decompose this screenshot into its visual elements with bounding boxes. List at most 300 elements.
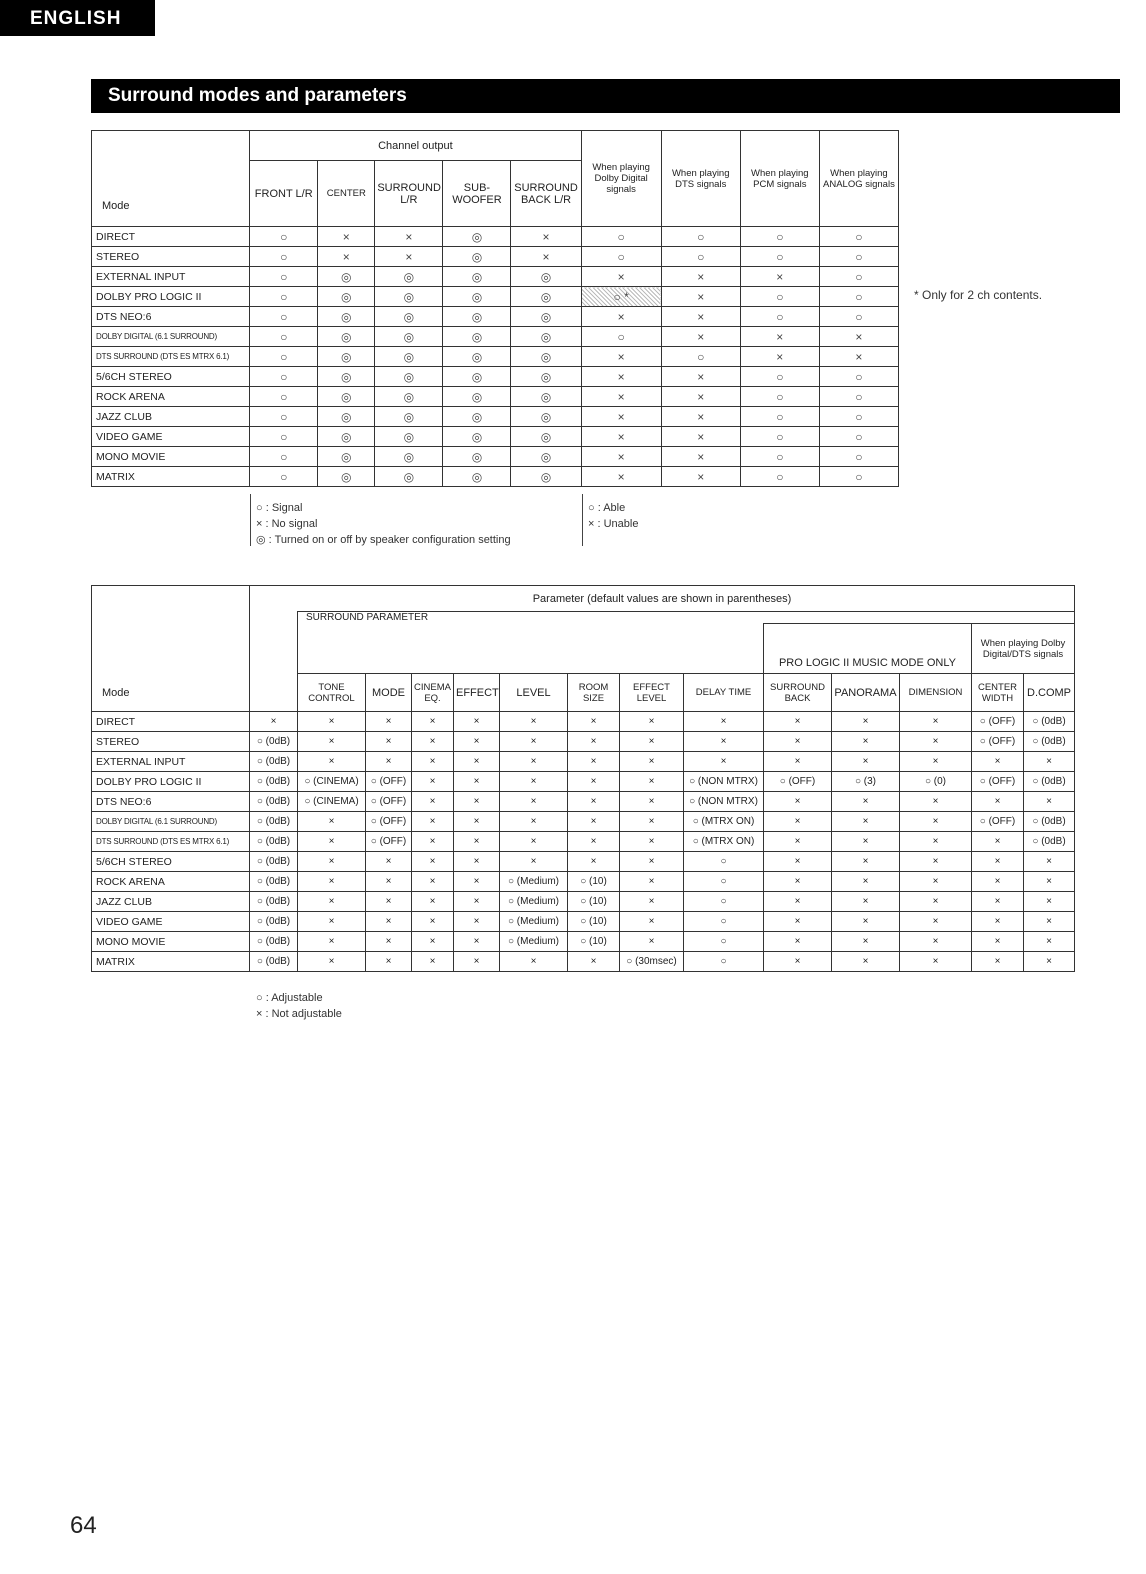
table-cell: × (1024, 752, 1075, 772)
legend-item: ○ : Signal (256, 502, 303, 514)
row-mode: DTS NEO:6 (92, 792, 250, 812)
table-cell: × (620, 772, 684, 792)
table-cell: ○ (0dB) (250, 892, 298, 912)
table-cell: × (764, 832, 832, 852)
mode-header: Mode (92, 586, 250, 712)
row-mode: ROCK ARENA (92, 872, 250, 892)
table-cell: × (661, 447, 740, 467)
table-cell: × (764, 872, 832, 892)
table-cell: ○ (Medium) (500, 912, 568, 932)
table-cell: × (1024, 952, 1075, 972)
channel-col-header: FRONT L/R (250, 161, 318, 227)
table-row (92, 407, 899, 427)
table-cell: ○ (0dB) (250, 932, 298, 952)
table-cell: × (454, 892, 500, 912)
legend-adjustable (256, 990, 342, 1022)
table-cell: × (832, 872, 900, 892)
legend-item: × : Unable (588, 518, 639, 530)
table-cell: × (318, 247, 375, 267)
table-cell: ◎ (318, 367, 375, 387)
table-cell: × (1024, 912, 1075, 932)
table-row (92, 772, 1075, 792)
table-cell: ○ (684, 912, 764, 932)
table-cell: ○ (250, 467, 318, 487)
table-cell: ○ (740, 247, 819, 267)
table-cell: × (298, 852, 366, 872)
row-mode: STEREO (92, 247, 250, 267)
table-cell: ◎ (511, 387, 581, 407)
table-cell: ○ (10) (568, 912, 620, 932)
row-mode: MONO MOVIE (92, 447, 250, 467)
table-row (92, 932, 1075, 952)
pro-logic-header: PRO LOGIC II MUSIC MODE ONLY (764, 624, 972, 674)
table-cell: ○ (10) (568, 872, 620, 892)
table-cell: ◎ (511, 327, 581, 347)
table-cell: × (832, 812, 900, 832)
table-cell: × (764, 712, 832, 732)
table-cell: ○ (250, 267, 318, 287)
table-cell: × (454, 932, 500, 952)
table-cell: × (661, 467, 740, 487)
row-mode: DOLBY DIGITAL (6.1 SURROUND) (92, 812, 250, 832)
table-cell: ◎ (443, 327, 511, 347)
table-cell: ○ (684, 852, 764, 872)
table-cell: ◎ (443, 467, 511, 487)
table-cell: × (298, 872, 366, 892)
table-cell: ○ (0dB) (1024, 812, 1075, 832)
table-cell: × (900, 892, 972, 912)
table-cell: ○ (10) (568, 932, 620, 952)
table-cell: × (900, 812, 972, 832)
table-cell: × (500, 792, 568, 812)
table-cell: × (740, 267, 819, 287)
table-cell: ◎ (511, 467, 581, 487)
table-cell: × (412, 872, 454, 892)
table-cell: ○ (581, 327, 661, 347)
legend-item: ○ : Able (588, 502, 626, 514)
table-cell: × (568, 712, 620, 732)
table-cell: × (298, 912, 366, 932)
param-col-header: CINEMA EQ. (412, 674, 454, 712)
table-cell: × (764, 852, 832, 872)
table-cell: × (972, 932, 1024, 952)
table-cell: ◎ (443, 347, 511, 367)
table-row (92, 952, 1075, 972)
surround-parameter-header: SURROUND PARAMETER (298, 612, 1075, 624)
table-cell: × (454, 832, 500, 852)
table-cell: × (454, 872, 500, 892)
table-row (92, 792, 1075, 812)
table-cell: × (972, 752, 1024, 772)
table-cell: ◎ (318, 407, 375, 427)
table-cell: × (375, 247, 443, 267)
signal-col-header: When playing Dolby Digital signals (581, 131, 661, 227)
table-cell: ◎ (318, 427, 375, 447)
table-cell: × (764, 912, 832, 932)
table-cell: ◎ (318, 387, 375, 407)
table-cell: ○ (OFF) (972, 772, 1024, 792)
table-cell: × (661, 367, 740, 387)
table-cell: ◎ (375, 327, 443, 347)
legend-item: ◎ : Turned on or off by speaker configuration setting (256, 534, 511, 546)
table-cell: × (764, 732, 832, 752)
table-cell: × (684, 712, 764, 732)
table-cell: × (764, 892, 832, 912)
table-cell: ◎ (318, 447, 375, 467)
footnote: * Only for 2 ch contents. (914, 288, 1043, 302)
table-cell: ○ (30msec) (620, 952, 684, 972)
table-cell: × (366, 712, 412, 732)
table-cell: ◎ (375, 467, 443, 487)
table-cell: ○ (0dB) (250, 772, 298, 792)
page-number: 64 (70, 1512, 97, 1539)
table-cell: ◎ (318, 327, 375, 347)
table-row (92, 307, 899, 327)
param-col-header: CENTER WIDTH (972, 674, 1024, 712)
param-col-header: LEVEL (500, 674, 568, 712)
table-cell: × (972, 832, 1024, 852)
table-cell: × (764, 752, 832, 772)
table-row (92, 347, 899, 367)
table-cell: × (581, 467, 661, 487)
table-cell: × (972, 952, 1024, 972)
table-cell: × (900, 912, 972, 932)
param-col-header: SURROUND BACK (764, 674, 832, 712)
section-title: Surround modes and parameters (91, 79, 1120, 113)
table-cell: ○ (819, 367, 898, 387)
param-col-header: EFFECT (454, 674, 500, 712)
table-cell: × (568, 952, 620, 972)
channel-output-header: Channel output (250, 131, 581, 161)
table-row (92, 832, 1075, 852)
row-mode: JAZZ CLUB (92, 892, 250, 912)
table-cell: × (1024, 792, 1075, 812)
table-cell: × (500, 952, 568, 972)
table-cell: × (581, 347, 661, 367)
table-cell: ◎ (511, 267, 581, 287)
table-cell: × (500, 752, 568, 772)
row-mode: DTS SURROUND (DTS ES MTRX 6.1) (92, 347, 250, 367)
table-cell: × (832, 892, 900, 912)
table-cell: × (454, 792, 500, 812)
table-cell: ○ (819, 307, 898, 327)
table-cell: ○ (684, 952, 764, 972)
channel-col-header: SURROUND BACK L/R (511, 161, 581, 227)
table-row (92, 287, 899, 307)
table-cell: ◎ (318, 307, 375, 327)
table-cell: × (661, 427, 740, 447)
table-cell: × (250, 712, 298, 732)
table-cell: ○ (0dB) (250, 812, 298, 832)
table-cell: × (764, 932, 832, 952)
table-cell: × (740, 347, 819, 367)
table-cell: ○ (OFF) (972, 812, 1024, 832)
table-cell: × (568, 832, 620, 852)
table-cell: ◎ (443, 307, 511, 327)
table-cell: ◎ (511, 287, 581, 307)
table-cell: ◎ (511, 367, 581, 387)
table-cell: ◎ (443, 407, 511, 427)
table-cell: ◎ (375, 347, 443, 367)
table-cell: × (661, 407, 740, 427)
row-mode: JAZZ CLUB (92, 407, 250, 427)
table-cell: × (581, 387, 661, 407)
legend-item: × : No signal (256, 518, 318, 530)
table-cell: ○ (740, 407, 819, 427)
table-cell: ○ (0dB) (250, 852, 298, 872)
channel-col-header: SUB-WOOFER (443, 161, 511, 227)
table-cell: × (1024, 872, 1075, 892)
table-cell: ○ (740, 447, 819, 467)
row-mode: DOLBY PRO LOGIC II (92, 772, 250, 792)
table-cell: × (900, 832, 972, 852)
table-cell: ○ (819, 467, 898, 487)
table-cell: × (454, 852, 500, 872)
table-row (92, 427, 899, 447)
table-cell: × (298, 932, 366, 952)
table-cell: ◎ (443, 287, 511, 307)
table-cell: × (412, 852, 454, 872)
table-cell: ○ (MTRX ON) (684, 812, 764, 832)
table-cell: × (500, 732, 568, 752)
table-cell: ○ (NON MTRX) (684, 772, 764, 792)
table-cell: ◎ (511, 447, 581, 467)
table-cell: × (832, 792, 900, 812)
table-row (92, 467, 899, 487)
parameter-table (91, 585, 1075, 972)
table-cell: ○ (Medium) (500, 892, 568, 912)
table-cell: × (900, 872, 972, 892)
table-row (92, 892, 1075, 912)
row-mode: 5/6CH STEREO (92, 852, 250, 872)
table-cell: × (454, 952, 500, 972)
table-cell: × (412, 912, 454, 932)
table-cell: ○ (819, 427, 898, 447)
legend-able (582, 500, 638, 532)
table-cell: × (511, 227, 581, 247)
table-cell: ○ (250, 367, 318, 387)
table-cell: × (1024, 852, 1075, 872)
table-cell: × (620, 872, 684, 892)
table-cell: × (832, 712, 900, 732)
table-cell: ○ (10) (568, 892, 620, 912)
table-cell: ○ (Medium) (500, 932, 568, 952)
table-cell: ○ (661, 227, 740, 247)
table-cell: × (832, 912, 900, 932)
row-mode: VIDEO GAME (92, 912, 250, 932)
table-cell: ○ (250, 427, 318, 447)
table-cell: × (764, 952, 832, 972)
table-cell: ○ (250, 447, 318, 467)
table-cell: × (366, 732, 412, 752)
table-cell: × (764, 792, 832, 812)
table-cell: ○ (819, 267, 898, 287)
table-cell: ◎ (318, 267, 375, 287)
table-cell: × (500, 712, 568, 732)
table-cell: × (568, 852, 620, 872)
table-cell: ○ (250, 327, 318, 347)
table-cell: ○ (684, 932, 764, 952)
table-cell: ○ (740, 287, 819, 307)
row-mode: DTS SURROUND (DTS ES MTRX 6.1) (92, 832, 250, 852)
table-row (92, 912, 1075, 932)
table-cell: × (581, 447, 661, 467)
table-cell: ○ (740, 427, 819, 447)
table-row (92, 812, 1075, 832)
table-cell: ◎ (443, 447, 511, 467)
table-cell: ◎ (443, 247, 511, 267)
table-cell: × (412, 812, 454, 832)
parameter-header: Parameter (default values are shown in parentheses) (250, 586, 1075, 612)
table-cell: ○ (250, 347, 318, 367)
table-cell: × (412, 712, 454, 732)
table-cell: ○ (819, 227, 898, 247)
table-cell: ○ (Medium) (500, 872, 568, 892)
table-cell: × (412, 932, 454, 952)
table-row (92, 732, 1075, 752)
table-cell: × (412, 832, 454, 852)
row-mode: DOLBY PRO LOGIC II (92, 287, 250, 307)
param-col-header: DELAY TIME (684, 674, 764, 712)
table-cell: × (620, 892, 684, 912)
signal-col-header: When playing DTS signals (661, 131, 740, 227)
table-cell: ○ (819, 447, 898, 467)
table-cell: ○ (0dB) (250, 792, 298, 812)
table-cell: × (366, 912, 412, 932)
table-cell: ○ (OFF) (366, 832, 412, 852)
channel-col-header: CENTER (318, 161, 375, 227)
table-cell: × (318, 227, 375, 247)
table-cell: ○ (661, 247, 740, 267)
table-cell: × (1024, 932, 1075, 952)
table-cell: × (366, 952, 412, 972)
table-cell: × (500, 812, 568, 832)
table-cell: ○ (661, 347, 740, 367)
table-cell: × (1024, 892, 1075, 912)
table-cell: ○ * (581, 287, 661, 307)
table-cell: ○ (819, 287, 898, 307)
table-cell: ○ (OFF) (366, 812, 412, 832)
table-cell: ○ (0dB) (1024, 772, 1075, 792)
table-cell: ○ (581, 227, 661, 247)
table-cell: ○ (581, 247, 661, 267)
table-cell: × (500, 772, 568, 792)
table-cell: × (366, 872, 412, 892)
table-cell: ○ (OFF) (764, 772, 832, 792)
table-cell: × (620, 732, 684, 752)
table-cell: × (298, 752, 366, 772)
table-cell: × (900, 792, 972, 812)
table-row (92, 327, 899, 347)
table-row (92, 247, 899, 267)
table-cell: × (375, 227, 443, 247)
table-cell: × (581, 307, 661, 327)
table-cell: ○ (819, 247, 898, 267)
param-col-header: MODE (366, 674, 412, 712)
legend-item: ○ : Adjustable (256, 992, 323, 1004)
table-cell: × (568, 772, 620, 792)
table-cell: ◎ (375, 387, 443, 407)
table-cell: × (581, 407, 661, 427)
table-row (92, 712, 1075, 732)
table-cell: × (298, 732, 366, 752)
table-cell: ○ (740, 307, 819, 327)
table-cell: × (900, 932, 972, 952)
row-mode: VIDEO GAME (92, 427, 250, 447)
table-row (92, 752, 1075, 772)
table-cell: ◎ (511, 427, 581, 447)
table-cell: ○ (819, 407, 898, 427)
table-cell: × (684, 752, 764, 772)
table-cell: × (412, 752, 454, 772)
table-cell: ○ (OFF) (972, 732, 1024, 752)
table-cell: × (620, 752, 684, 772)
table-cell: ○ (740, 367, 819, 387)
table-cell: ○ (250, 387, 318, 407)
table-cell: ○ (250, 407, 318, 427)
table-cell: ○ (819, 387, 898, 407)
table-cell: ◎ (443, 387, 511, 407)
table-cell: ○ (3) (832, 772, 900, 792)
table-cell: × (832, 952, 900, 972)
table-cell: × (454, 752, 500, 772)
table-cell: × (740, 327, 819, 347)
table-cell: ○ (OFF) (366, 772, 412, 792)
table-cell: ○ (MTRX ON) (684, 832, 764, 852)
table-row (92, 387, 899, 407)
table-cell: × (412, 792, 454, 812)
table-cell: × (568, 752, 620, 772)
table-cell: × (900, 752, 972, 772)
table-cell: ◎ (375, 367, 443, 387)
param-col-header: TONE CONTROL (298, 674, 366, 712)
table-cell: ◎ (375, 267, 443, 287)
table-cell: ○ (250, 227, 318, 247)
table-cell: × (366, 752, 412, 772)
table-cell: ◎ (511, 347, 581, 367)
table-row (92, 227, 899, 247)
table-cell: × (620, 932, 684, 952)
table-cell: × (684, 732, 764, 752)
table-row (92, 852, 1075, 872)
table-cell: × (454, 912, 500, 932)
table-cell: × (620, 912, 684, 932)
table-cell: × (366, 932, 412, 952)
row-mode: DIRECT (92, 712, 250, 732)
table-cell: ○ (0dB) (1024, 832, 1075, 852)
table-cell: × (900, 712, 972, 732)
table-cell: ○ (740, 227, 819, 247)
table-cell: ○ (CINEMA) (298, 792, 366, 812)
table-cell: × (972, 892, 1024, 912)
table-cell: ○ (0dB) (1024, 712, 1075, 732)
table-cell: × (764, 812, 832, 832)
table-cell: ◎ (511, 407, 581, 427)
table-cell: × (298, 952, 366, 972)
signal-col-header: When playing ANALOG signals (819, 131, 898, 227)
table-cell: ○ (0dB) (250, 872, 298, 892)
table-cell: × (620, 832, 684, 852)
table-cell: × (620, 792, 684, 812)
row-mode: EXTERNAL INPUT (92, 267, 250, 287)
table-cell: ◎ (318, 287, 375, 307)
table-cell: × (900, 852, 972, 872)
table-cell: × (581, 267, 661, 287)
row-mode: STEREO (92, 732, 250, 752)
row-mode: DTS NEO:6 (92, 307, 250, 327)
table-cell: ○ (0) (900, 772, 972, 792)
table-row (92, 267, 899, 287)
